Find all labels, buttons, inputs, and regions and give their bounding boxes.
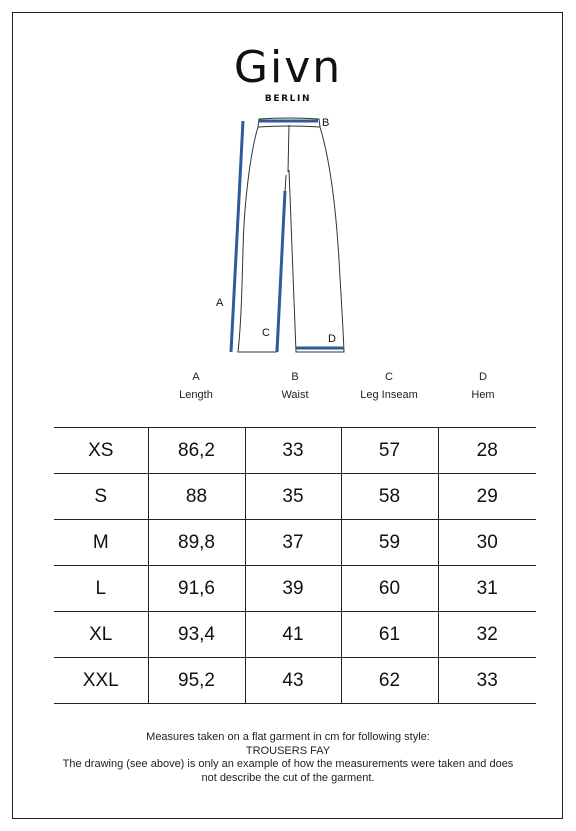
waist-value: 39 xyxy=(245,566,341,612)
column-letter: A xyxy=(192,371,200,383)
column-letter: D xyxy=(479,371,487,383)
size-label: S xyxy=(54,474,148,520)
drawing-label-b: B xyxy=(322,117,330,129)
length-value: 93,4 xyxy=(148,612,245,658)
trousers-center-seam xyxy=(288,125,289,172)
inseam-value: 59 xyxy=(341,520,438,566)
waist-value: 35 xyxy=(245,474,341,520)
note-line: not describe the cut of the garment. xyxy=(201,771,375,784)
column-name: Length xyxy=(179,389,213,401)
table-row xyxy=(54,428,536,474)
inseam-value: 61 xyxy=(341,612,438,658)
inseam-value: 60 xyxy=(341,566,438,612)
trousers-drawing xyxy=(0,0,576,370)
waist-value: 41 xyxy=(245,612,341,658)
table-row xyxy=(54,612,536,658)
inseam-value: 62 xyxy=(341,658,438,704)
length-value: 95,2 xyxy=(148,658,245,704)
length-value: 91,6 xyxy=(148,566,245,612)
size-label: XS xyxy=(54,428,148,474)
length-value: 89,8 xyxy=(148,520,245,566)
waist-value: 43 xyxy=(245,658,341,704)
table-row xyxy=(54,520,536,566)
column-name: Leg Inseam xyxy=(360,389,418,401)
hem-value: 28 xyxy=(438,428,536,474)
size-label: XXL xyxy=(54,658,148,704)
column-name: Hem xyxy=(471,389,495,401)
size-label: L xyxy=(54,566,148,612)
measure-line-length xyxy=(231,121,243,352)
hem-value: 33 xyxy=(438,658,536,704)
table-row xyxy=(54,658,536,704)
length-value: 88 xyxy=(148,474,245,520)
table-row xyxy=(54,566,536,612)
size-label: XL xyxy=(54,612,148,658)
inseam-value: 57 xyxy=(341,428,438,474)
drawing-label-c: C xyxy=(262,327,270,339)
measurement-notes xyxy=(26,731,550,785)
column-head-hem xyxy=(423,368,543,404)
waist-value: 33 xyxy=(245,428,341,474)
inseam-value: 58 xyxy=(341,474,438,520)
hem-value: 29 xyxy=(438,474,536,520)
drawing-label-d: D xyxy=(328,333,336,345)
hem-value: 31 xyxy=(438,566,536,612)
size-label: M xyxy=(54,520,148,566)
drawing-label-a: A xyxy=(216,297,224,309)
column-name: Waist xyxy=(281,389,309,401)
note-line: The drawing (see above) is only an example of how the measurements were taken and does xyxy=(62,758,514,770)
hem-value: 30 xyxy=(438,520,536,566)
trousers-right-leg xyxy=(289,127,344,352)
table-row xyxy=(54,474,536,520)
note-style-name: TROUSERS FAY xyxy=(245,744,331,757)
column-letter: B xyxy=(291,371,299,383)
measure-line-inseam xyxy=(277,191,285,352)
note-line: Measures taken on a flat garment in cm for following style: xyxy=(146,731,430,743)
hem-value: 32 xyxy=(438,612,536,658)
brand-location: BERLIN xyxy=(264,94,312,104)
size-table xyxy=(54,427,536,704)
brand-logo: Givn xyxy=(233,42,343,93)
length-value: 86,2 xyxy=(148,428,245,474)
column-letter: C xyxy=(385,371,393,383)
waist-value: 37 xyxy=(245,520,341,566)
